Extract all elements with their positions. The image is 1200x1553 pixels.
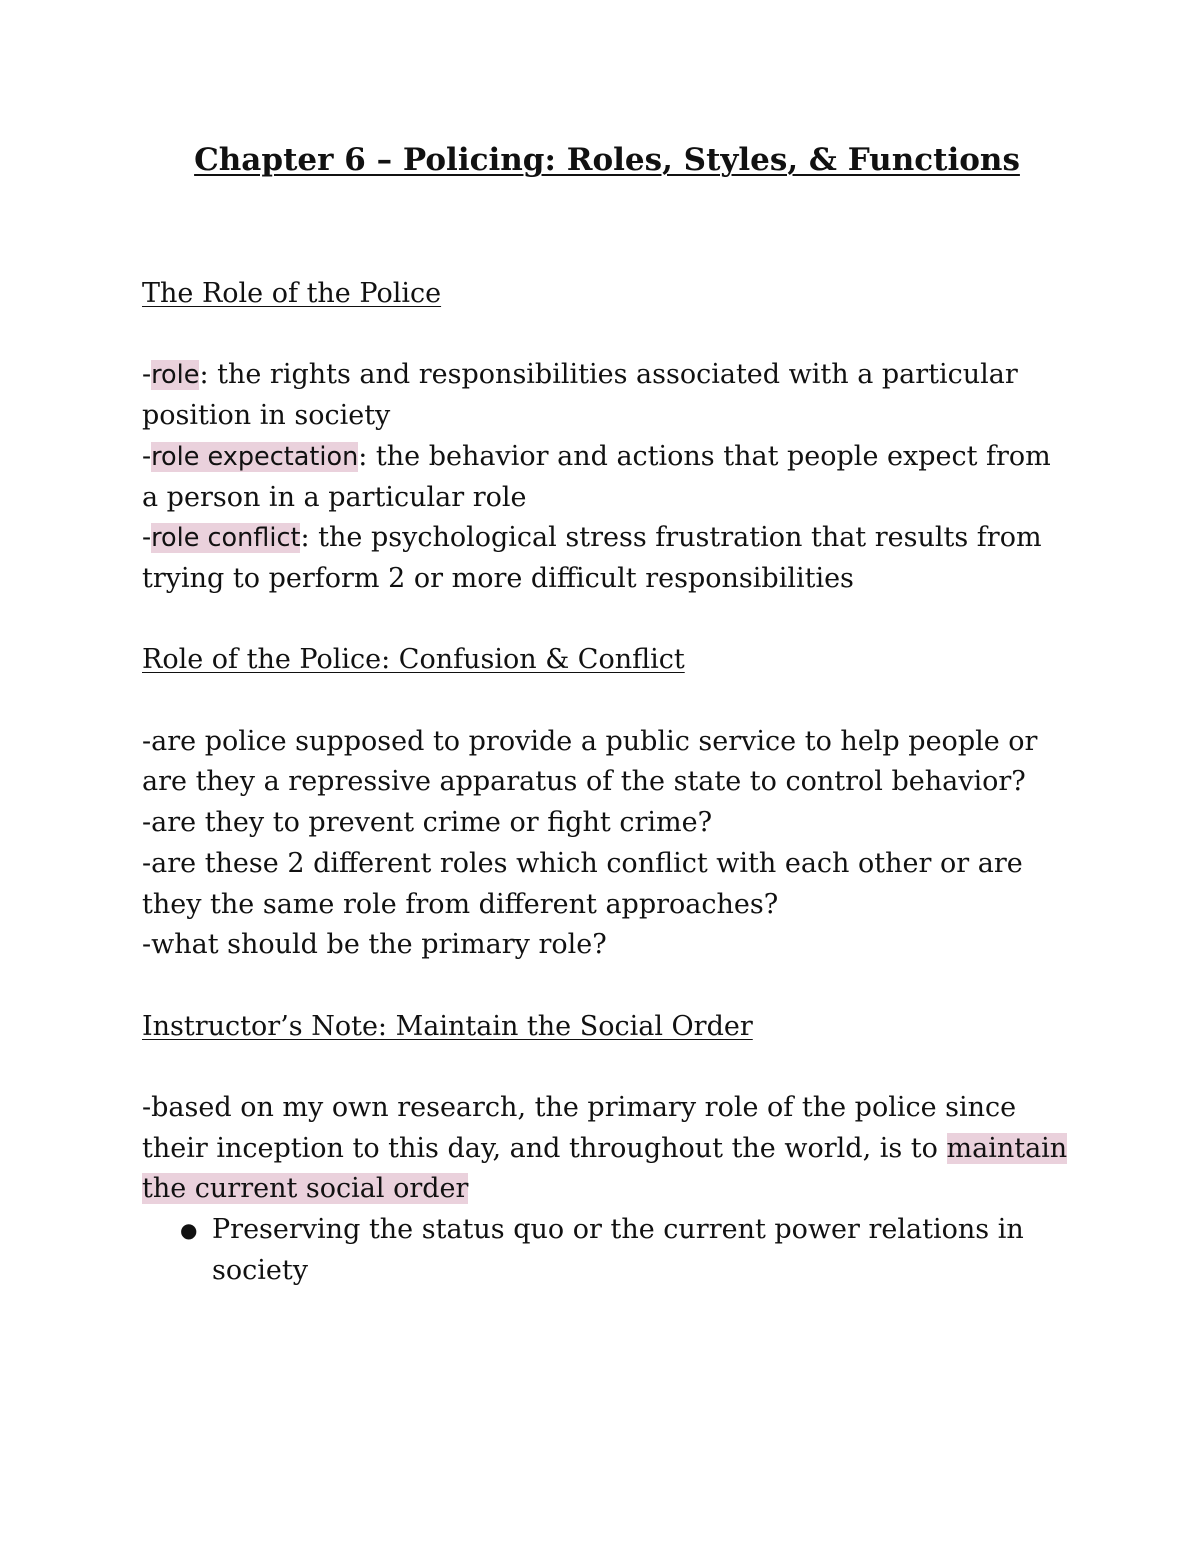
spacer bbox=[142, 182, 1072, 274]
definition-role-conflict bbox=[142, 518, 1072, 599]
question-line: -are these 2 different roles which conflict with each other or are they the same role from different approaches? bbox=[142, 847, 1023, 920]
spacer bbox=[142, 315, 1072, 356]
list-item bbox=[180, 1210, 1072, 1291]
highlighted-phrase-social-order: maintain the current social order bbox=[142, 1132, 1068, 1205]
question-line: -are they to prevent crime or fight crime? bbox=[142, 807, 713, 839]
question-line: -what should be the primary role? bbox=[142, 929, 607, 961]
definition-dash: - bbox=[142, 440, 152, 472]
section-heading-role-of-police: The Role of the Police bbox=[142, 278, 442, 309]
definition-text: : the behavior and actions that people expect from a person in a particular role bbox=[142, 440, 1051, 513]
definition-dash: - bbox=[142, 359, 152, 391]
question-line: -are police supposed to provide a public service to help people or are they a repressive apparatus of the state to control behavior? bbox=[142, 725, 1038, 798]
list-item-text: Preserving the status quo or the current power relations in society bbox=[212, 1214, 1024, 1286]
highlighted-term-role-conflict: role conflict bbox=[151, 523, 301, 554]
bullet-dot-icon: ● bbox=[180, 1218, 198, 1243]
spacer bbox=[142, 1047, 1072, 1088]
spacer bbox=[142, 966, 1072, 1007]
highlighted-term-role: role bbox=[151, 360, 200, 391]
document-title: Chapter 6 – Policing: Roles, Styles, & Functions bbox=[194, 142, 1020, 178]
definition-text: : the rights and responsibilities associated with a particular position in society bbox=[142, 359, 1018, 432]
bullet-list bbox=[142, 1210, 1072, 1291]
definition-role-expectation bbox=[142, 437, 1072, 518]
definition-role bbox=[142, 355, 1072, 436]
spacer bbox=[142, 600, 1072, 641]
section-heading-confusion-conflict: Role of the Police: Confusion & Conflict bbox=[142, 644, 685, 676]
document-page bbox=[142, 138, 1072, 1292]
instructor-paragraph-text: -based on my own research, the primary role of the police since their inception to this day, and throughout the world, is to bbox=[142, 1091, 1017, 1164]
section-heading-instructors-note: Instructor’s Note: Maintain the Social Order bbox=[142, 1010, 753, 1042]
definition-text: : the psychological stress frustration that results from trying to perform 2 or more difficult responsibilities bbox=[142, 522, 1042, 594]
spacer bbox=[142, 681, 1072, 722]
highlighted-term-role-expectation: role expectation bbox=[151, 441, 359, 472]
instructor-paragraph bbox=[142, 1088, 1072, 1210]
definition-dash: - bbox=[142, 522, 152, 554]
